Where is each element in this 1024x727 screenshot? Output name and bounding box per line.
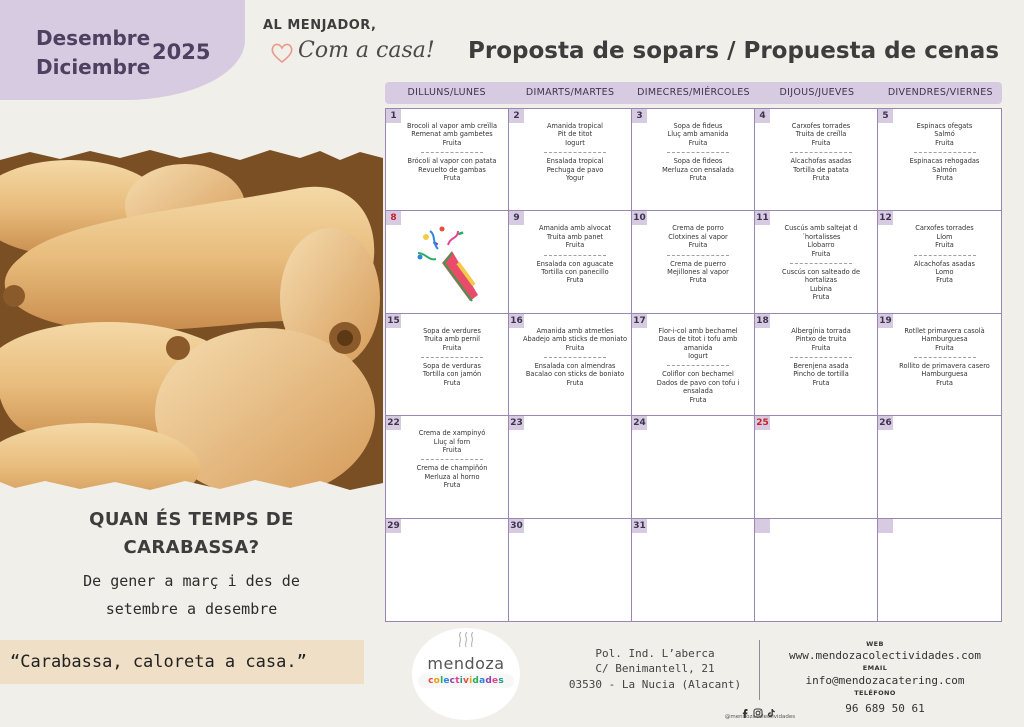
- menu-divider: [790, 263, 852, 264]
- day-number: 22: [387, 418, 400, 429]
- menu-divider: [790, 357, 852, 358]
- menu-item-spanish: Pechuga de pavo: [546, 165, 604, 174]
- menu-divider: [544, 357, 606, 358]
- email-label: EMAIL: [862, 664, 888, 672]
- address-line2: C/ Benimantell, 21: [595, 662, 715, 675]
- menu-item-spanish: Berenjena asada: [793, 362, 849, 371]
- daily-menu: [398, 122, 506, 182]
- calendar-day-cell: [878, 109, 1001, 211]
- menu-item-catalan: Salmó: [934, 130, 955, 139]
- calendar-day-cell: [386, 519, 509, 621]
- menu-item-spanish: Ensalada tropical: [546, 157, 604, 166]
- menu-item-catalan: Fruita: [811, 249, 831, 258]
- day-number: 5: [878, 109, 893, 123]
- menu-item-spanish: Tortilla de patata: [793, 165, 849, 174]
- menu-item-spanish: Brócoli al vapor con patata: [407, 157, 497, 166]
- menu-item-spanish: Fruta: [566, 276, 584, 285]
- menu-item-catalan: Rotllet primavera casolà: [904, 326, 985, 335]
- menu-item-catalan: Pit de titot: [557, 130, 593, 139]
- menu-item-spanish: Fruta: [689, 395, 707, 404]
- menu-item-catalan: Fruita: [565, 241, 585, 250]
- party-popper-icon: [412, 223, 484, 303]
- menu-item-catalan: Fruita: [442, 446, 462, 454]
- menu-item-spanish: Tortilla con jamón: [422, 370, 482, 379]
- menu-item-catalan: Fruita: [935, 241, 954, 250]
- calendar-day-cell: [386, 211, 509, 313]
- day-number: 4: [755, 109, 770, 123]
- daily-menu: [767, 122, 875, 182]
- page-title: Proposta de sopars / Propuesta de cenas: [468, 38, 1000, 64]
- day-number: 29: [387, 520, 400, 531]
- calendar-day-cell: [632, 314, 755, 416]
- menu-item-spanish: Fruta: [936, 276, 953, 285]
- brand-tagline-sub: Com a casa!: [298, 38, 435, 63]
- menu-item-spanish: Fruta: [443, 378, 461, 387]
- menu-item-catalan: Truita amb panet: [546, 232, 604, 241]
- menu-item-catalan: Crema de porro: [672, 224, 724, 233]
- squash-question-line2: CARABASSA?: [123, 537, 260, 558]
- menu-item-catalan: Iogurt: [565, 138, 585, 147]
- menu-item-spanish: Fruta: [566, 378, 584, 387]
- daily-menu: [644, 327, 752, 404]
- menu-item-catalan: Abadejo amb sticks de moniato: [523, 335, 627, 344]
- phone-number[interactable]: 96 689 50 61: [845, 702, 925, 715]
- weekday-monday: DILLUNS/LUNES: [407, 87, 486, 98]
- day-number: [878, 519, 893, 533]
- menu-item-spanish: Cuscús con salteado de hortalizas: [781, 268, 861, 285]
- menu-item-spanish: Lubina: [810, 284, 832, 293]
- calendar-day-cell: [509, 519, 632, 621]
- menu-item-catalan: Fruita: [565, 343, 585, 352]
- menu-divider: [914, 152, 976, 153]
- daily-menu: [890, 327, 999, 387]
- menu-divider: [667, 152, 729, 153]
- menu-divider: [667, 255, 729, 256]
- menu-item-catalan: Crema de xampinyó: [418, 429, 486, 438]
- menu-item-catalan: Llom: [936, 232, 953, 241]
- menu-item-spanish: Espinacas rehogadas: [909, 157, 980, 166]
- menu-divider: [914, 357, 976, 358]
- day-number: 9: [509, 211, 524, 225]
- menu-item-catalan: Carxofes torrades: [915, 224, 974, 233]
- calendar-day-cell: [878, 211, 1001, 313]
- weekday-tuesday: DIMARTS/MARTES: [525, 87, 615, 98]
- footer-divider: [759, 640, 760, 700]
- calendar-day-cell: [755, 519, 878, 621]
- calendar-day-cell: [632, 109, 755, 211]
- daily-menu: [521, 327, 629, 387]
- day-number: 17: [633, 315, 646, 326]
- phone-label: TELÉFONO: [854, 689, 896, 697]
- daily-menu: [398, 327, 506, 387]
- day-number: 11: [756, 213, 769, 224]
- menu-item-spanish: Coliflor con bechamel: [662, 370, 734, 379]
- menu-divider: [544, 152, 606, 153]
- address-line1: Pol. Ind. L’aberca: [595, 647, 715, 660]
- calendar-day-cell: [755, 109, 878, 211]
- menu-item-spanish: Sopa de fideos: [673, 157, 723, 166]
- calendar-day-cell: [386, 416, 509, 518]
- daily-menu: [521, 224, 629, 284]
- daily-menu: [644, 122, 752, 182]
- steam-icon: [455, 632, 477, 648]
- menu-item-spanish: Alcachofas asadas: [914, 259, 975, 268]
- menu-item-catalan: Cuscús amb saltejat d´hortalisses: [784, 224, 858, 241]
- daily-menu: [521, 122, 629, 182]
- social-icons: [740, 702, 780, 714]
- menu-item-catalan: Lluç amb amanida: [667, 130, 729, 139]
- weekday-header: [385, 82, 1002, 104]
- day-number: 3: [632, 109, 647, 123]
- calendar-day-cell: [755, 314, 878, 416]
- menu-item-spanish: Fruta: [812, 378, 830, 387]
- menu-item-spanish: Fruta: [936, 174, 953, 183]
- day-number: 15: [387, 315, 400, 326]
- menu-item-catalan: Truita de creïlla: [795, 130, 847, 139]
- calendar-day-cell: [386, 109, 509, 211]
- calendar-day-cell: [632, 519, 755, 621]
- calendar-day-cell: [755, 416, 878, 518]
- calendar-day-cell: [755, 211, 878, 313]
- day-number: 12: [879, 213, 892, 224]
- daily-menu: [767, 327, 875, 387]
- logo-name: mendoza: [427, 654, 505, 673]
- menu-item-spanish: Hamburguesa: [921, 370, 968, 379]
- menu-item-spanish: Salmón: [932, 165, 957, 174]
- squash-question-line1: QUAN ÉS TEMPS DE: [89, 509, 294, 530]
- calendar-day-cell: [632, 211, 755, 313]
- menu-item-catalan: Llobarro: [807, 241, 835, 250]
- menu-item-spanish: Fruta: [689, 174, 707, 183]
- day-number: 19: [879, 315, 892, 326]
- menu-item-catalan: Lluç al forn: [433, 437, 471, 446]
- tiktok-icon[interactable]: [766, 703, 776, 713]
- menu-item-spanish: Fruta: [689, 276, 707, 285]
- day-number: 2: [509, 109, 524, 123]
- butternut-squash-photo: [0, 148, 383, 493]
- calendar-day-cell: [878, 416, 1001, 518]
- calendar-day-cell: [632, 416, 755, 518]
- menu-item-catalan: Amanida amb alvocat: [538, 224, 612, 233]
- menu-item-spanish: Crema de puerro: [670, 259, 726, 268]
- menu-item-catalan: Fruita: [935, 343, 954, 352]
- menu-item-spanish: Ensalada con almendras: [534, 362, 616, 371]
- day-number: 1: [386, 109, 401, 123]
- menu-item-catalan: Pintxo de truita: [795, 335, 847, 344]
- menu-item-spanish: Bacalao con sticks de boniato: [525, 370, 625, 379]
- calendar-day-cell: [509, 314, 632, 416]
- instagram-icon[interactable]: [753, 703, 763, 713]
- menu-item-spanish: Fruta: [443, 174, 461, 183]
- daily-menu: [398, 429, 506, 489]
- menu-item-spanish: Rollito de primavera casero: [899, 362, 990, 371]
- menu-item-spanish: Merluza con ensalada: [662, 165, 734, 174]
- daily-menu: [890, 122, 999, 182]
- calendar-day-cell: [878, 314, 1001, 416]
- day-number: 18: [756, 315, 769, 326]
- day-number: 16: [510, 315, 523, 326]
- menu-item-spanish: Revuelto de gambas: [418, 165, 486, 174]
- menu-item-catalan: Espinacs ofegats: [916, 122, 973, 130]
- menu-item-catalan: Flor-i-col amb bechamel: [658, 326, 738, 335]
- daily-menu: [767, 224, 875, 301]
- menu-divider: [667, 365, 729, 366]
- menu-item-spanish: Yogur: [565, 174, 585, 183]
- menu-item-spanish: Fruta: [936, 378, 953, 387]
- menu-item-catalan: Fruita: [811, 138, 831, 147]
- menu-item-catalan: Fruita: [935, 138, 954, 147]
- menu-item-catalan: Sopa de fideus: [673, 122, 723, 130]
- menu-item-catalan: Hamburguesa: [921, 335, 968, 344]
- menu-item-spanish: Mejillones al vapor: [667, 268, 729, 277]
- menu-item-catalan: Amanida amb atmetles: [536, 326, 614, 335]
- logo-badge: colectividades: [418, 674, 514, 688]
- menu-item-catalan: Carxofes torrades: [791, 122, 851, 130]
- menu-divider: [421, 152, 483, 153]
- web-link[interactable]: www.mendozacolectividades.com: [788, 649, 982, 662]
- menu-item-spanish: Lomo: [935, 268, 954, 277]
- season-line1: De gener a març i des de: [83, 572, 300, 590]
- month-catalan: Desembre: [36, 26, 151, 50]
- day-number: [755, 519, 770, 533]
- menu-item-catalan: Daus de titot i tofu amb amanida: [658, 335, 738, 352]
- web-label: WEB: [866, 640, 884, 648]
- calendar-day-cell: [509, 109, 632, 211]
- menu-item-spanish: Sopa de verduras: [423, 362, 481, 371]
- day-number: 26: [879, 418, 892, 429]
- daily-menu: [890, 224, 999, 284]
- weekday-wednesday: DIMECRES/MIÉRCOLES: [637, 87, 750, 98]
- menu-item-catalan: Truita amb pernil: [424, 335, 480, 344]
- menu-item-catalan: Fruita: [688, 138, 708, 147]
- menu-item-spanish: Fruta: [812, 174, 830, 183]
- brand-tagline-top: AL MENJADOR,: [263, 18, 377, 33]
- calendar-day-cell: [509, 416, 632, 518]
- menu-item-catalan: Clotxines al vapor: [668, 232, 728, 241]
- quote-text: “Carabassa, caloreta a casa.”: [10, 652, 307, 672]
- menu-item-catalan: Sopa de verdures: [423, 326, 481, 335]
- year: 2025: [152, 40, 211, 64]
- day-number: 31: [633, 520, 646, 531]
- month-spanish: Diciembre: [36, 55, 151, 79]
- menu-item-catalan: Fruita: [811, 343, 831, 352]
- address-line3: 03530 - La Nucia (Alacant): [568, 678, 742, 691]
- menu-item-catalan: Fruita: [688, 241, 708, 250]
- menu-calendar: [385, 108, 1002, 622]
- day-number: 8: [386, 211, 401, 225]
- menu-item-catalan: Brocoli al vapor amb creïlla: [406, 122, 497, 130]
- menu-divider: [914, 255, 976, 256]
- menu-item-catalan: Amanida tropical: [546, 122, 603, 130]
- menu-item-spanish: Merluza al horno: [424, 472, 480, 481]
- menu-item-spanish: Fruta: [812, 293, 830, 302]
- day-number: 25: [756, 418, 769, 429]
- email-link[interactable]: info@mendozacatering.com: [805, 674, 965, 687]
- menu-item-spanish: Alcachofas asadas: [790, 157, 852, 166]
- menu-item-spanish: Dados de pavo con tofu i ensalada: [656, 378, 740, 396]
- daily-menu: [644, 224, 752, 284]
- menu-item-spanish: Fruta: [443, 481, 461, 490]
- weekday-friday: DIVENDRES/VIERNES: [887, 87, 993, 98]
- menu-item-spanish: Crema de champiñón: [416, 464, 488, 473]
- menu-item-catalan: Fruita: [442, 138, 462, 147]
- menu-divider: [421, 357, 483, 358]
- menu-item-catalan: Iogurt: [688, 352, 708, 361]
- menu-item-spanish: Tortilla con panecillo: [541, 268, 609, 277]
- menu-item-catalan: Remenat amb gambetes: [411, 130, 493, 139]
- menu-divider: [544, 255, 606, 256]
- day-number: 23: [510, 418, 523, 429]
- menu-item-catalan: Fruita: [442, 343, 462, 352]
- menu-divider: [790, 152, 852, 153]
- social-handle: @mendozacolectividades: [724, 714, 796, 720]
- calendar-day-cell: [509, 211, 632, 313]
- day-number: 10: [633, 213, 646, 224]
- menu-item-spanish: Ensalada con aguacate: [536, 259, 614, 268]
- season-line2: setembre a desembre: [105, 600, 278, 618]
- calendar-day-cell: [386, 314, 509, 416]
- menu-divider: [421, 459, 483, 460]
- menu-item-spanish: Pincho de tortilla: [793, 370, 849, 379]
- day-number: 24: [633, 418, 646, 429]
- facebook-icon[interactable]: [740, 703, 750, 713]
- menu-item-catalan: Albergínia torrada: [791, 326, 851, 335]
- calendar-day-cell: [878, 519, 1001, 621]
- weekday-thursday: DIJOUS/JUEVES: [779, 87, 855, 98]
- heart-icon: [269, 41, 295, 65]
- day-number: 30: [510, 520, 523, 531]
